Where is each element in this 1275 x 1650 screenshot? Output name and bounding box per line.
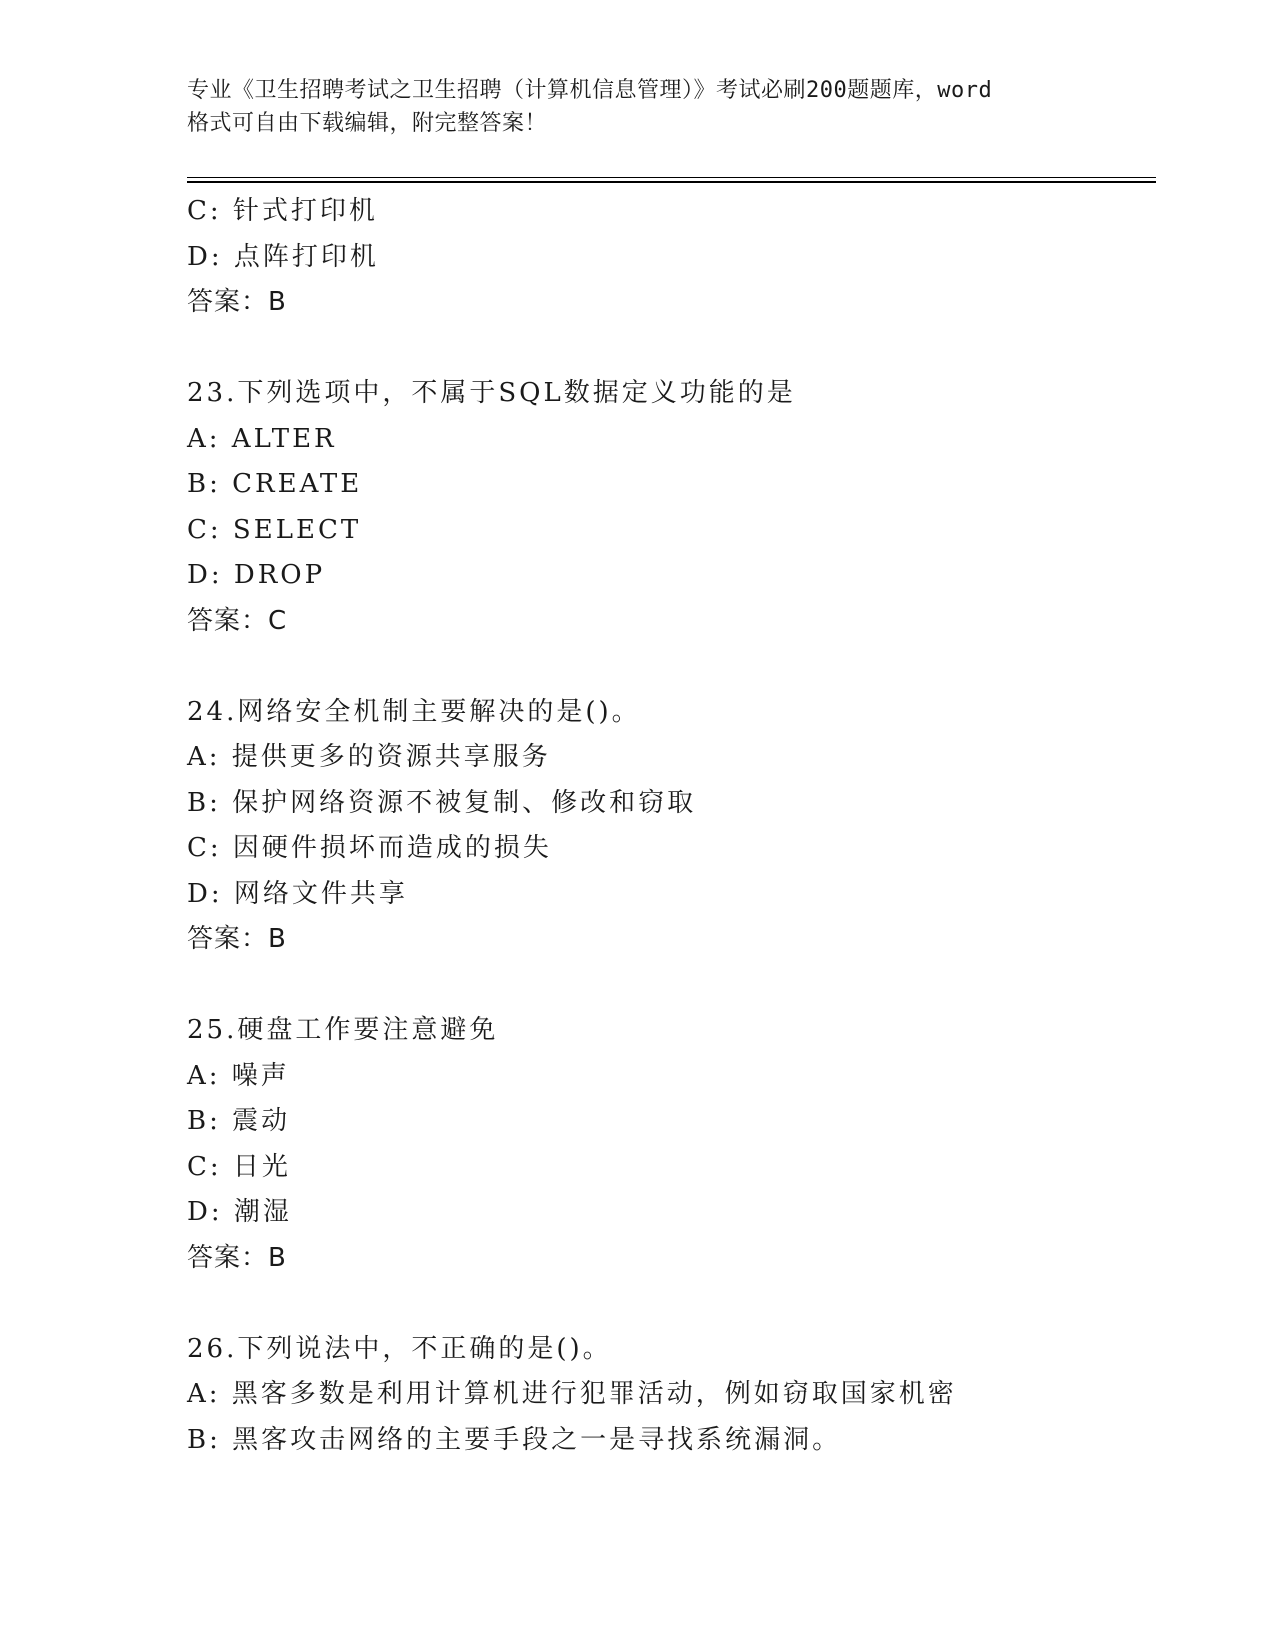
answer-line: 答案：B (187, 1242, 287, 1273)
question-stem: 23.下列选项中，不属于SQL数据定义功能的是 (187, 378, 796, 408)
option-a: A: 黑客多数是利用计算机进行犯罪活动，例如窃取国家机密 (187, 1379, 957, 1409)
option-d: D: DROP (187, 560, 326, 590)
question-stem: 25.硬盘工作要注意避免 (187, 1015, 499, 1045)
question-list (187, 189, 1156, 1463)
question-spacer (187, 963, 1156, 1009)
header-title-line-2: 格式可自由下载编辑，附完整答案！ (187, 111, 548, 136)
question-stem: 24.网络安全机制主要解决的是()。 (187, 696, 641, 727)
option-a: A: 噪声 (187, 1060, 290, 1091)
answer-line: 答案：B (187, 287, 287, 317)
option-c: C: 日光 (187, 1151, 291, 1182)
header-divider-top (187, 177, 1156, 178)
question-spacer (187, 326, 1156, 372)
option-c: C: 因硬件损坏而造成的损失 (187, 833, 552, 863)
question-26 (187, 1327, 1156, 1464)
option-b: B: CREATE (187, 469, 363, 499)
option-d: D: 点阵打印机 (187, 241, 379, 272)
option-d: D: 潮湿 (187, 1197, 292, 1227)
question-22 (187, 189, 1156, 326)
answer-line: 答案：B (187, 924, 287, 954)
question-23 (187, 371, 1156, 644)
header-divider-bottom (187, 181, 1156, 183)
option-b: B: 黑客攻击网络的主要手段之一是寻找系统漏洞。 (187, 1424, 842, 1455)
option-b: B: 震动 (187, 1106, 291, 1136)
option-c: C: SELECT (187, 514, 362, 545)
answer-line: 答案：C (187, 605, 288, 636)
question-spacer (187, 1281, 1156, 1327)
question-spacer (187, 644, 1156, 690)
question-25 (187, 1008, 1156, 1281)
question-24 (187, 690, 1156, 963)
option-c: C: 针式打印机 (187, 196, 378, 226)
option-b: B: 保护网络资源不被复制、修改和窃取 (187, 787, 697, 818)
option-a: A: ALTER (187, 423, 337, 454)
option-d: D: 网络文件共享 (187, 878, 408, 909)
option-a: A: 提供更多的资源共享服务 (187, 742, 551, 772)
header-title-line-1: 专业《卫生招聘考试之卫生招聘（计算机信息管理）》考试必刷200题题库，word (187, 78, 993, 103)
question-stem: 26.下列说法中，不正确的是()。 (187, 1333, 612, 1364)
document-header (187, 74, 1087, 140)
